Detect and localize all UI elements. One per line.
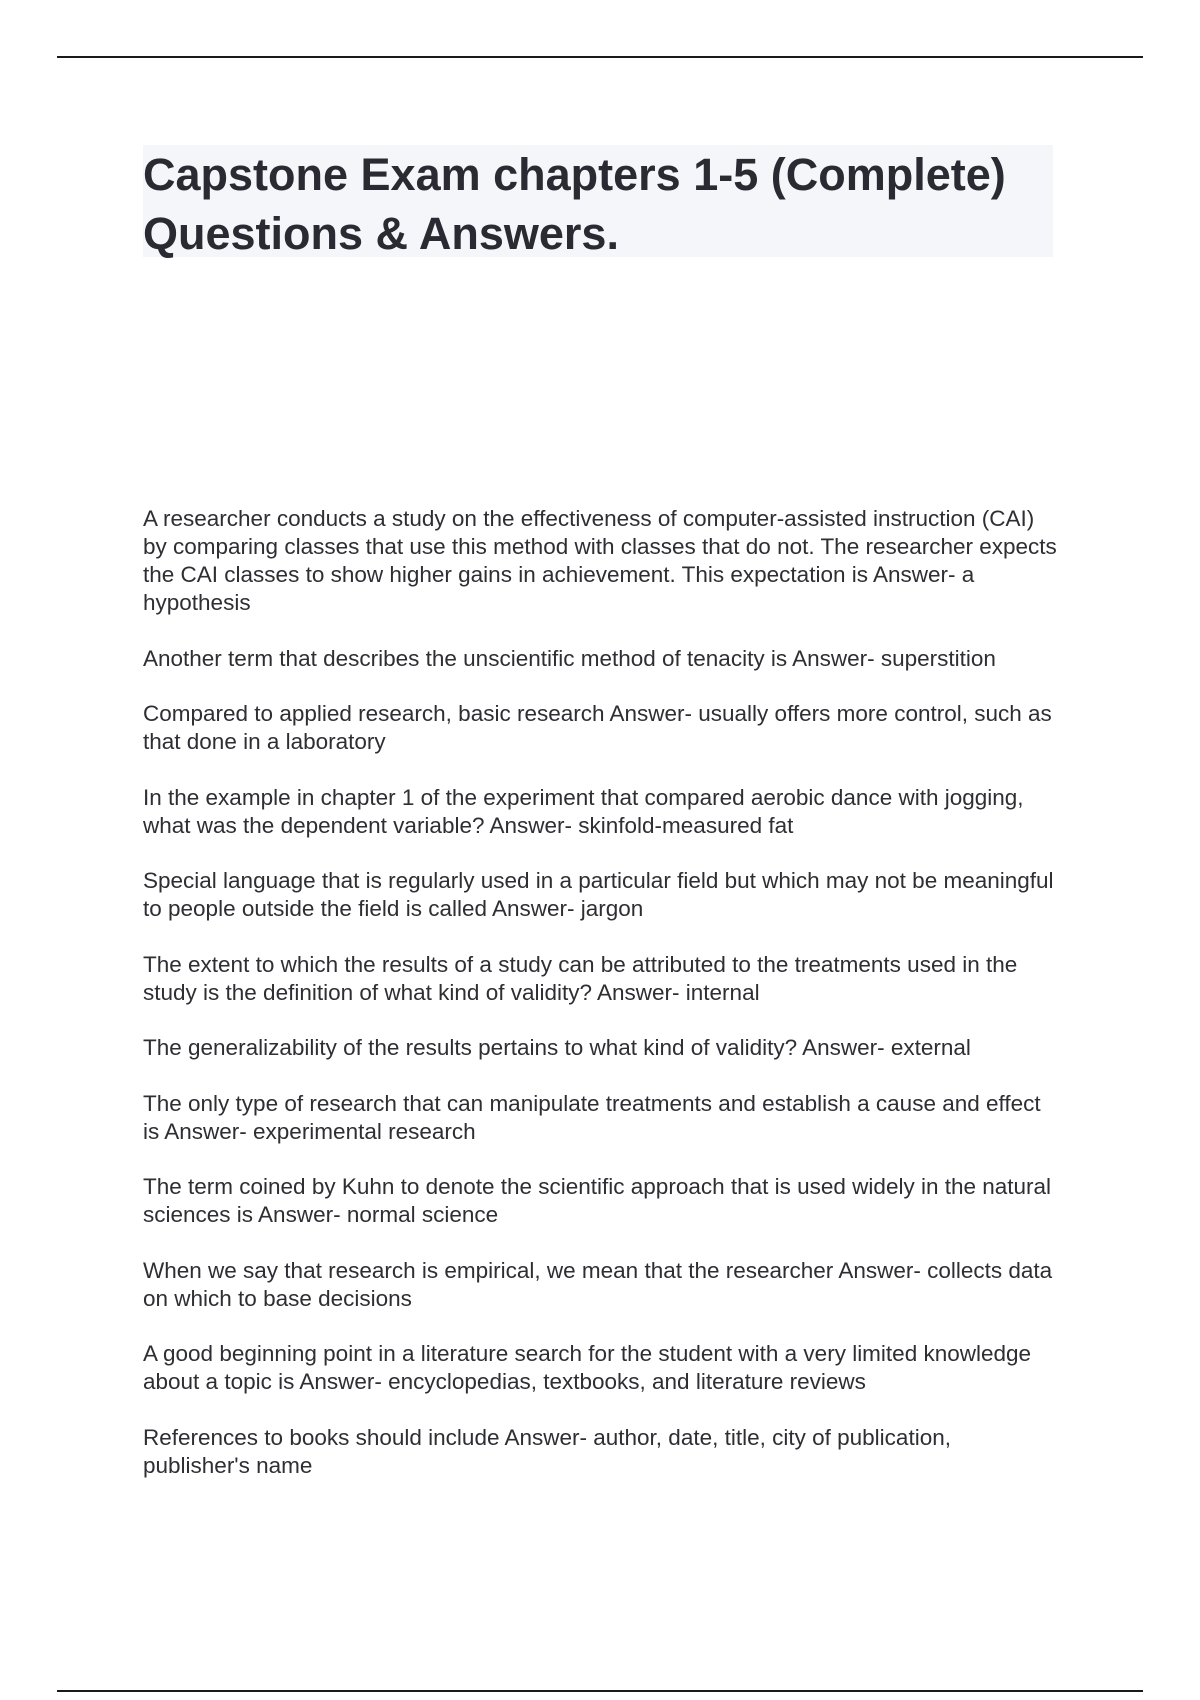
qa-item: When we say that research is empirical, we mean that the researcher Answer- collects data on which to base decisions <box>143 1257 1063 1313</box>
top-rule <box>57 56 1143 58</box>
bottom-rule <box>57 1690 1143 1692</box>
qa-item: The only type of research that can manipulate treatments and establish a cause and effect is Answer- experimental research <box>143 1090 1063 1146</box>
qa-item: A researcher conducts a study on the effectiveness of computer-assisted instruction (CAI) by comparing classes that use this method with classes that do not. The researcher expects the CAI classes to show higher gains in achievement. This expectation is Answer- a hypothesis <box>143 505 1063 617</box>
document-title: Capstone Exam chapters 1-5 (Complete) Questions & Answers. <box>143 149 1006 259</box>
qa-item: The term coined by Kuhn to denote the scientific approach that is used widely in the natural sciences is Answer- normal science <box>143 1173 1063 1229</box>
qa-item: References to books should include Answer- author, date, title, city of publication, publisher's name <box>143 1424 1063 1480</box>
qa-list <box>143 505 1063 1655</box>
qa-item: Compared to applied research, basic research Answer- usually offers more control, such as that done in a laboratory <box>143 700 1063 756</box>
qa-item: The extent to which the results of a study can be attributed to the treatments used in the study is the definition of what kind of validity? Answer- internal <box>143 951 1063 1007</box>
title-block <box>143 145 1053 257</box>
qa-item: Special language that is regularly used in a particular field but which may not be meaningful to people outside the field is called Answer- jargon <box>143 867 1063 923</box>
qa-item: Another term that describes the unscientific method of tenacity is Answer- superstition <box>143 645 1063 673</box>
qa-item: The generalizability of the results pertains to what kind of validity? Answer- external <box>143 1034 1063 1062</box>
qa-item: A good beginning point in a literature search for the student with a very limited knowledge about a topic is Answer- encyclopedias, textbooks, and literature reviews <box>143 1340 1063 1396</box>
qa-item: In the example in chapter 1 of the experiment that compared aerobic dance with jogging, what was the dependent variable? Answer- skinfold-measured fat <box>143 784 1063 840</box>
